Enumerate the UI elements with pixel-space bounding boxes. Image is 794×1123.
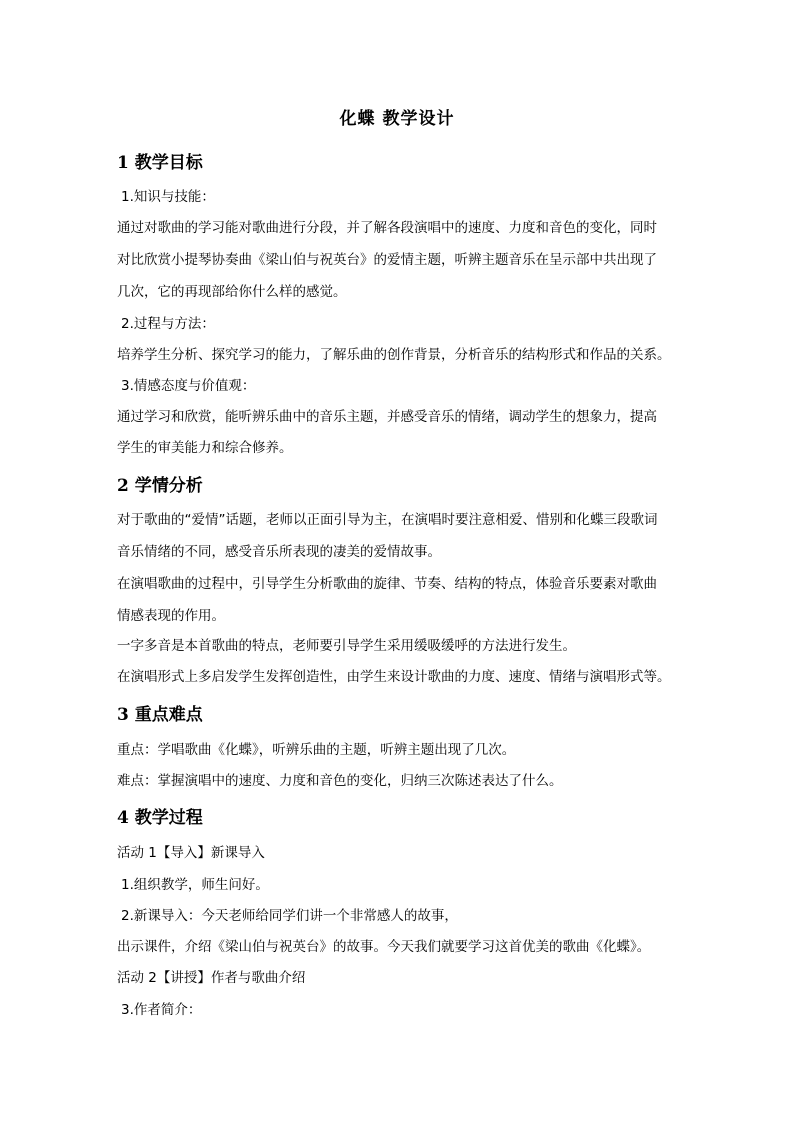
paragraph-line: 通过学习和欣赏，能听辨乐曲中的音乐主题，并感受音乐的情绪，调动学生的想象力，提高 [117,409,657,425]
paragraph-line: 在演唱歌曲的过程中，引导学生分析歌曲的旋律、节奏、结构的特点，体验音乐要素对歌曲 [117,576,657,592]
paragraph-line: 重点：学唱歌曲《化蝶》，听辨乐曲的主题，听辨主题出现了几次。 [117,742,516,758]
objective-process-label: 2.过程与方法： [121,316,215,332]
section-heading-objectives: 1 教学目标 [117,153,203,173]
document-title: 化蝶 教学设计 [339,109,455,129]
activity-2-title: 活动 2【讲授】作者与歌曲介绍 [117,970,306,986]
paragraph-line: 几次，它的再现部给你什么样的感觉。 [117,284,347,300]
objective-knowledge-label: 1.知识与技能： [121,189,215,205]
paragraph-line: 学生的审美能力和综合修养。 [117,440,293,456]
objective-attitude-label: 3.情感态度与价值观： [121,378,256,394]
list-item: 3.作者简介： [121,1002,202,1018]
paragraph-line: 出示课件，介绍《梁山伯与祝英台》的故事。今天我们就要学习这首优美的歌曲《化蝶》。 [117,939,651,955]
section-heading-process: 4 教学过程 [117,808,203,828]
section-heading-key-points: 3 重点难点 [117,705,203,725]
paragraph-line: 对比欣赏小提琴协奏曲《梁山伯与祝英台》的爱情主题，听辨主题音乐在呈示部中共出现了 [117,252,657,268]
paragraph-line: 通过对歌曲的学习能对歌曲进行分段，并了解各段演唱中的速度、力度和音色的变化，同时 [117,220,657,236]
activity-1-title: 活动 1【导入】新课导入 [117,845,265,861]
section-heading-analysis: 2 学情分析 [117,476,203,496]
paragraph-line: 难点：掌握演唱中的速度、力度和音色的变化，归纳三次陈述表达了什么。 [117,773,563,789]
paragraph-line: 对于歌曲的“爱情”话题，老师以正面引导为主，在演唱时要注意相爱、惜别和化蝶三段歌词 [117,512,658,528]
paragraph-line: 在演唱形式上多启发学生发挥创造性，由学生来设计歌曲的力度、速度、情绪与演唱形式等。 [117,669,671,685]
list-item: 1.组织教学，师生问好。 [121,877,269,893]
paragraph-line: 培养学生分析、探究学习的能力，了解乐曲的创作背景，分析音乐的结构形式和作品的关系。 [117,347,671,363]
paragraph-line: 音乐情绪的不同，感受音乐所表现的凄美的爱情故事。 [117,544,441,560]
paragraph-line: 一字多音是本首歌曲的特点，老师要引导学生采用缓吸缓呼的方法进行发生。 [117,638,576,654]
paragraph-line: 情感表现的作用。 [117,608,225,624]
list-item: 2.新课导入：今天老师给同学们讲一个非常感人的故事， [121,908,458,924]
